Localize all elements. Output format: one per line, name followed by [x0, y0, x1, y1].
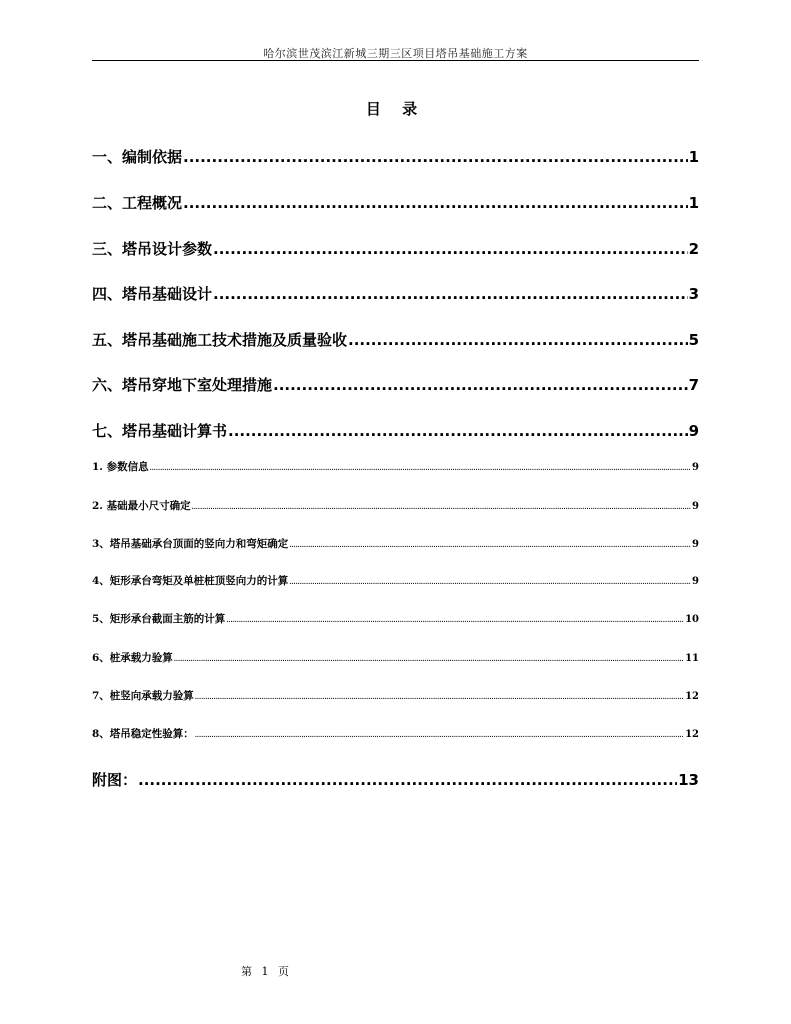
toc-subentry[interactable]	[92, 536, 699, 551]
toc-subentry[interactable]	[92, 573, 699, 588]
toc-entry-page: 9	[692, 576, 699, 587]
toc-subentry[interactable]	[92, 611, 699, 626]
toc-entry[interactable]	[92, 283, 699, 304]
toc-entry-label: 5、矩形承台截面主筋的计算	[92, 613, 226, 625]
toc-entry-label: 一、编制依据	[92, 148, 183, 166]
toc-entry-page: 12	[685, 729, 699, 740]
toc-entry-page: 10	[685, 614, 699, 625]
toc-dot-leader	[289, 579, 691, 586]
toc-entry-label: 1. 参数信息	[92, 461, 149, 473]
toc-entry-label: 2. 基础最小尺寸确定	[92, 500, 191, 512]
toc-entry-label: 四、塔吊基础设计	[92, 285, 213, 303]
toc-dot-leader	[192, 504, 691, 511]
toc-dot-leader	[213, 240, 688, 258]
toc-entry-page: 9	[692, 501, 699, 512]
toc-dot-leader	[226, 617, 684, 624]
running-header: 哈尔滨世茂滨江新城三期三区项目塔吊基础施工方案	[263, 47, 528, 60]
toc-entry-label: 三、塔吊设计参数	[92, 240, 213, 258]
toc-dot-leader	[195, 732, 684, 739]
toc-entry-label: 6、桩承载力验算	[92, 652, 173, 664]
toc-subentry[interactable]	[92, 726, 699, 741]
toc-dot-leader	[289, 542, 691, 549]
toc-subentry[interactable]	[92, 459, 699, 474]
footer-suffix: 页	[278, 965, 289, 978]
toc-entry-page: 12	[685, 691, 699, 702]
toc-entry[interactable]	[92, 238, 699, 259]
toc-dot-leader	[228, 422, 688, 440]
toc-entry[interactable]	[92, 329, 699, 350]
toc-entry-label: 3、塔吊基础承台顶面的竖向力和弯矩确定	[92, 538, 289, 550]
page-footer	[0, 963, 530, 979]
toc-entry-page: 1	[688, 148, 699, 166]
toc-entry-page: 11	[685, 653, 699, 664]
toc-dot-leader	[138, 771, 677, 789]
toc-dot-leader	[348, 331, 688, 349]
toc-entry[interactable]	[92, 420, 699, 441]
toc-entry[interactable]	[92, 146, 699, 167]
toc-dot-leader	[195, 694, 684, 701]
toc-entry-label: 4、矩形承台弯矩及单桩桩顶竖向力的计算	[92, 575, 289, 587]
toc-title: 目 录	[365, 100, 426, 118]
toc-entry-page: 2	[688, 240, 699, 258]
toc-dot-leader	[183, 148, 688, 166]
toc-dot-leader	[183, 194, 688, 212]
toc-entry-label: 8、塔吊稳定性验算：	[92, 728, 194, 740]
toc-entry-label: 7、桩竖向承载力验算	[92, 690, 194, 702]
toc-entry-page: 9	[688, 422, 699, 440]
toc-entry-page: 1	[688, 194, 699, 212]
toc-entry-label: 七、塔吊基础计算书	[92, 422, 228, 440]
toc-subentry[interactable]	[92, 688, 699, 703]
toc-entry[interactable]	[92, 769, 699, 790]
toc-entry-label: 附图：	[92, 771, 138, 789]
toc-entry-page: 13	[678, 771, 699, 789]
toc-dot-leader	[150, 465, 691, 472]
toc-entry[interactable]	[92, 374, 699, 395]
toc-entry-label: 六、塔吊穿地下室处理措施	[92, 376, 273, 394]
toc-entry-page: 5	[688, 331, 699, 349]
toc-subentry[interactable]	[92, 498, 699, 513]
toc-entry-label: 五、塔吊基础施工技术措施及质量验收	[92, 331, 348, 349]
toc-dot-leader	[174, 656, 684, 663]
toc-entry[interactable]	[92, 192, 699, 213]
toc-entry-page: 9	[692, 539, 699, 550]
toc-entry-page: 9	[692, 462, 699, 473]
footer-prefix: 第	[241, 965, 252, 978]
toc-entry-page: 3	[688, 285, 699, 303]
toc-dot-leader	[213, 285, 688, 303]
toc-entry-label: 二、工程概况	[92, 194, 183, 212]
toc-subentry[interactable]	[92, 650, 699, 665]
toc-entry-page: 7	[688, 376, 699, 394]
header-rule	[92, 60, 699, 61]
footer-page-number: 1	[261, 965, 269, 978]
toc-dot-leader	[273, 376, 688, 394]
